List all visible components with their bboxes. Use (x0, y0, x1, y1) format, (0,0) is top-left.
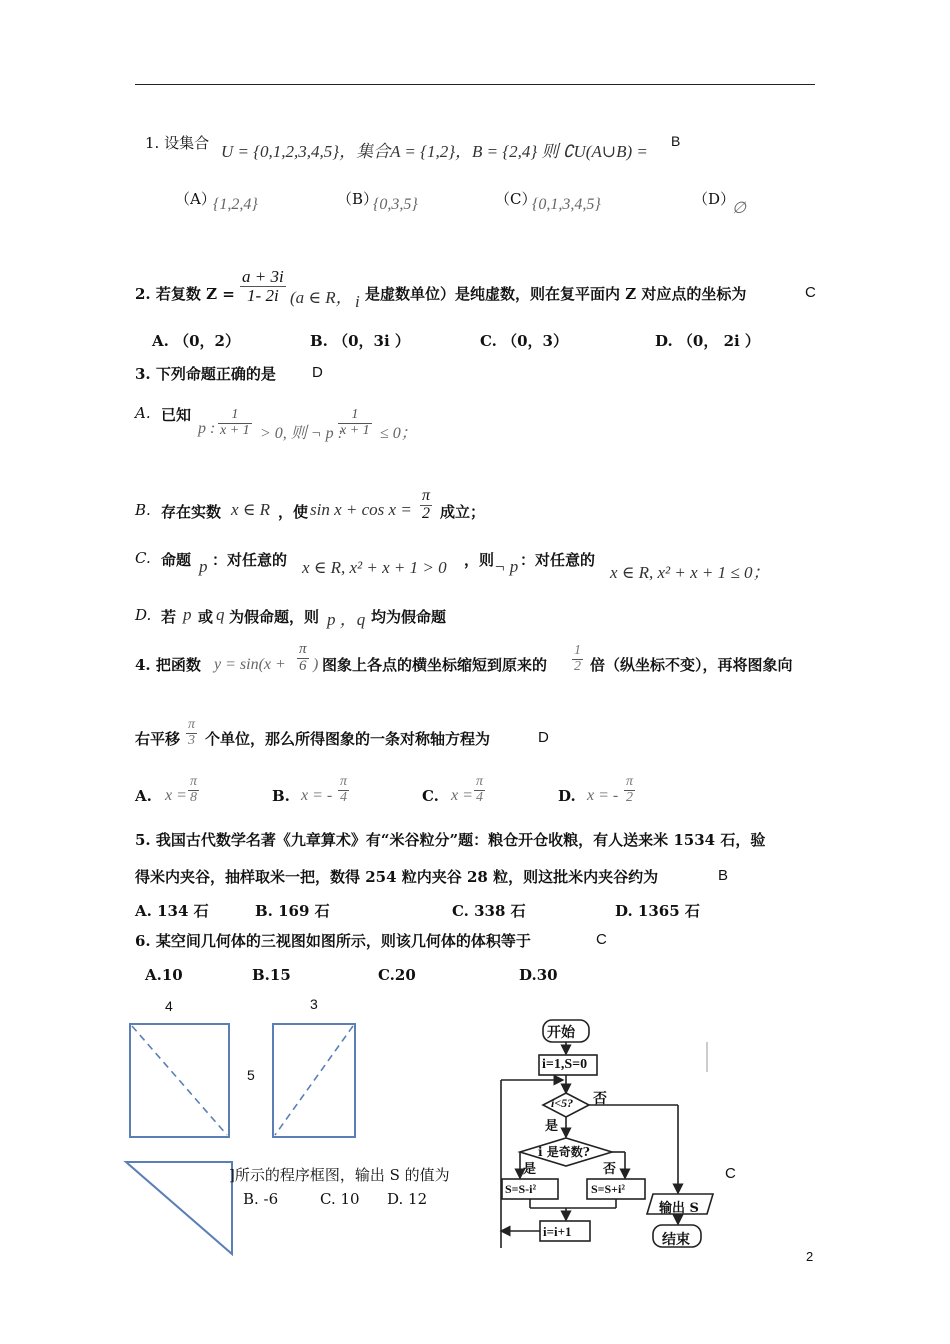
q3-a-frac1: $\frac{1}{x + 1}$ (220, 407, 250, 438)
q7-answer: C (725, 1165, 736, 1182)
q5-opt-b: B. 169 石 (255, 902, 330, 920)
q3-a-label: A. (135, 404, 151, 422)
q3-a-math3: ≤ 0； (380, 425, 417, 442)
q5-line2: 得米内夹谷，抽样取米一把，数得 254 粒内夹谷 28 粒，则这批米内夹谷约为 (135, 868, 659, 886)
q4-opt-b-label: B. (272, 787, 290, 805)
q3-stem: 3. 下列命题正确的是 (135, 365, 276, 383)
q7-text: ]所示的程序框图，输出 S 的值为 (229, 1166, 450, 1184)
q3-c-text1: 命题 (161, 551, 192, 569)
q3-c-text3: ，则 (464, 551, 495, 569)
front-view (130, 1024, 229, 1137)
q3-a-math1: p : (198, 420, 216, 437)
q3-b-text3: 成立； (440, 503, 486, 521)
dim-front-width: 4 (165, 998, 173, 1014)
flowchart-diagram (495, 1012, 725, 1257)
q1-opt-b: {0,3,5} (373, 196, 418, 213)
q3-b-math1: x ∈ R (231, 500, 271, 519)
q1-opt-b-label: （B） (337, 190, 379, 208)
q3-b-math2: sin x + cos x = (310, 500, 412, 519)
q4-opt-d-lhs: x = - (587, 787, 619, 804)
q2-i: i (355, 292, 360, 311)
q3-d-text4: 均为假命题 (371, 608, 447, 626)
q4-opt-c-frac: $\frac{\pi}{4}$ (476, 774, 484, 805)
q4-opt-c-lhs: x = (451, 787, 473, 804)
flow-no: 否 (593, 1091, 607, 1107)
q4-opt-d-frac: $\frac{\pi}{2}$ (626, 774, 634, 805)
q4-func-close: ) (313, 656, 319, 673)
flow-cond: i<5? (551, 1096, 574, 1110)
q3-a-text: 已知 (161, 406, 192, 424)
q5-line1: 5. 我国古代数学名著《九章算术》有“米谷粒分”题：粮仓开仓收粮，有人送来米 1534 石，验 (135, 831, 766, 849)
q3-d-text2: 或 (198, 608, 214, 626)
q4-opt-c-label: C. (422, 787, 439, 805)
q3-c-text4: ：对任意的 (520, 551, 596, 569)
q5-opt-a: A. 134 石 (135, 902, 209, 920)
q4-func-frac: $\frac{\pi}{6}$ (299, 641, 307, 674)
q1-opt-a-label: （A） (175, 190, 216, 208)
q5-opt-c: C. 338 石 (452, 902, 526, 920)
q4-rest: 倍（纵坐标不变），再将图象向 (590, 656, 793, 674)
q3-c-text2: ：对任意的 (212, 551, 288, 569)
q1-opt-d: ∅ (732, 200, 746, 217)
q6-answer: C (596, 931, 607, 948)
q7-opt-c: C. 10 (320, 1190, 360, 1208)
q3-c-math1: x ∈ R, x² + x + 1 > 0 (302, 558, 447, 577)
page-number: 2 (806, 1249, 814, 1264)
three-view-diagram (120, 990, 380, 1270)
q3-b-text1: 存在实数 (161, 503, 222, 521)
q6-opt-d: D.30 (519, 966, 558, 984)
q2-opt-b: B. （0，3i ） (310, 332, 410, 350)
q3-a-math2: > 0, 则 ¬ p : (260, 425, 343, 442)
q4-mid: 图象上各点的横坐标缩短到原来的 (322, 656, 548, 674)
flow-end: 结束 (662, 1232, 690, 1248)
q4-opt-a-frac: $\frac{\pi}{8}$ (190, 774, 198, 805)
side-view (273, 1024, 355, 1137)
q2-suffix: 是虚数单位）是纯虚数，则在复平面内 Z 对应点的坐标为 (365, 285, 747, 303)
q2-answer: C (805, 284, 816, 301)
header-rule (135, 84, 815, 85)
q2-fraction: $\frac{a + 3i}{1- 2i}$ (242, 267, 284, 305)
q2-opt-a: A. （0，2） (152, 332, 240, 350)
q3-d-text3: 为假命题，则 (229, 608, 320, 626)
q4-shift-frac: $\frac{\pi}{3}$ (188, 717, 196, 748)
q6-stem: 6. 某空间几何体的三视图如图所示，则该几何体的体积等于 (135, 932, 531, 950)
q2-prefix: 2. 若复数 Z = (135, 285, 235, 303)
q5-opt-d: D. 1365 石 (615, 902, 700, 920)
q3-a-frac2: $\frac{1}{x + 1}$ (340, 407, 370, 438)
q6-opt-a: A.10 (145, 966, 183, 984)
q4-prefix: 4. 把函数 (135, 656, 201, 674)
q4-line2a: 右平移 (135, 730, 181, 748)
flow-output: 输出 S (659, 1201, 699, 1216)
q7-opt-d: D. 12 (387, 1190, 428, 1208)
flow-odd-no: 否 (603, 1162, 617, 1177)
q1-opt-a: {1,2,4} (213, 196, 258, 213)
q1-opt-c-label: （C） (495, 190, 537, 208)
q6-opt-c: C.20 (378, 966, 416, 984)
q3-c-notp: ¬ p (494, 557, 519, 576)
q3-c-p: p (199, 557, 208, 576)
q3-d-pq: p ，q (327, 610, 366, 629)
q4-opt-a-label: A. (135, 787, 152, 805)
flow-init: i=1,S=0 (542, 1057, 588, 1072)
q3-d-label: D. (135, 606, 152, 624)
q1-answer: B (671, 133, 681, 149)
q4-opt-a-lhs: x = (165, 787, 187, 804)
flow-right-op: S=S+i² (591, 1182, 625, 1196)
q3-d-text1: 若 (161, 608, 177, 626)
q5-answer: B (718, 867, 729, 884)
q4-opt-b-frac: $\frac{\pi}{4}$ (340, 774, 348, 805)
q3-d-q: q (216, 605, 225, 624)
q1-opt-d-label: （D） (693, 190, 736, 208)
q3-answer: D (312, 364, 323, 381)
flow-left-op: S=S-i² (505, 1182, 537, 1196)
q3-d-p: p (183, 605, 192, 624)
q2-condition: (a ∈ R， (290, 288, 353, 307)
top-view (126, 1162, 232, 1254)
dim-side-width: 3 (310, 996, 318, 1012)
flow-yes: 是 (545, 1119, 559, 1134)
q3-b-label: B. (135, 501, 151, 519)
q6-opt-b: B.15 (252, 966, 291, 984)
flow-incr: i=i+1 (543, 1224, 572, 1239)
q2-opt-d: D. （0， 2i ） (655, 332, 760, 350)
q4-opt-b-lhs: x = - (301, 787, 333, 804)
q3-c-math2: x ∈ R, x² + x + 1 ≤ 0； (610, 563, 770, 582)
dim-height: 5 (247, 1067, 255, 1083)
q2-opt-c: C. （0，3） (480, 332, 568, 350)
flow-odd-yes: 是 (523, 1162, 537, 1177)
q1-math: U = {0,1,2,3,4,5}，集合A = {1,2}，B = {2,4} 则 ∁U(A∪B) = (221, 142, 648, 161)
q3-b-text2: ，使 (278, 503, 309, 521)
q3-b-frac: $\frac{\pi}{2}$ (422, 487, 431, 522)
q7-opt-b: B. -6 (243, 1190, 279, 1208)
q3-c-label: C. (135, 549, 151, 567)
q4-line2b: 个单位，那么所得图象的一条对称轴方程为 (205, 730, 491, 748)
q1-opt-c: {0,1,3,4,5} (532, 196, 601, 213)
q1-prefix: 1. 设集合 (145, 134, 210, 152)
flow-start: 开始 (547, 1025, 575, 1041)
q4-half-frac: $\frac{1}{2}$ (574, 643, 581, 674)
q4-opt-d-label: D. (558, 787, 576, 805)
flow-odd-cond: i 是奇数? (538, 1145, 590, 1159)
q4-answer: D (538, 729, 549, 746)
q4-func: y = sin(x + (214, 656, 286, 673)
